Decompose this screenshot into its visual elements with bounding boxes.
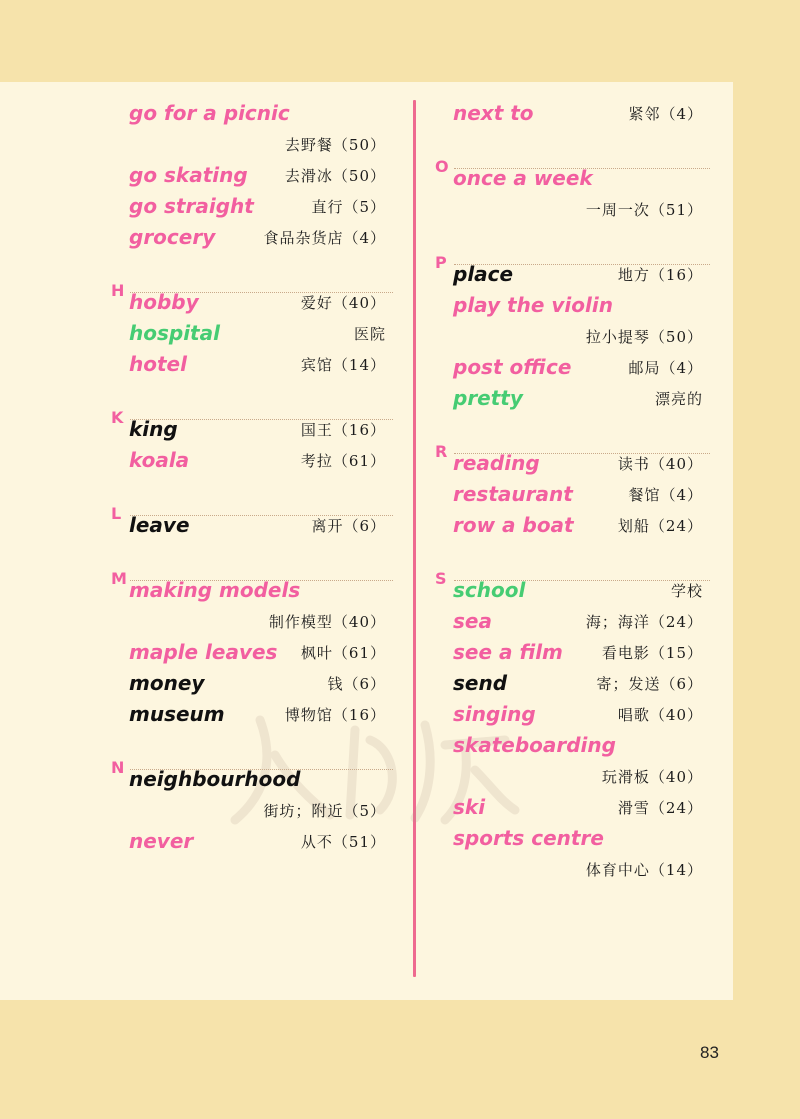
entry-meaning: 医院 bbox=[353, 325, 386, 343]
glossary-entry bbox=[432, 639, 710, 667]
column-divider bbox=[413, 100, 416, 977]
entry-meaning: 博物馆（16） bbox=[284, 706, 386, 724]
glossary-entry bbox=[432, 354, 710, 382]
entry-word: play the violin bbox=[453, 293, 613, 317]
glossary-entry bbox=[108, 320, 393, 348]
glossary-entry bbox=[432, 165, 710, 193]
glossary-entry bbox=[108, 447, 393, 475]
glossary-entry bbox=[108, 639, 393, 667]
entry-word: hobby bbox=[129, 290, 199, 314]
glossary-entry bbox=[108, 701, 393, 729]
glossary-entry bbox=[108, 100, 393, 128]
entry-meaning-line bbox=[432, 763, 710, 791]
entry-meaning: 玩滑板（40） bbox=[601, 768, 703, 786]
entry-meaning: 去野餐（50） bbox=[284, 136, 386, 154]
entry-meaning: 唱歌（40） bbox=[617, 706, 703, 724]
entry-meaning-line bbox=[432, 196, 710, 224]
entry-meaning: 直行（5） bbox=[311, 198, 386, 216]
glossary-entry bbox=[432, 292, 710, 320]
glossary-entry bbox=[432, 100, 710, 128]
entry-word: maple leaves bbox=[129, 640, 278, 664]
section-letter: K bbox=[111, 408, 124, 427]
entry-word: send bbox=[453, 671, 508, 695]
entry-meaning: 海；海洋（24） bbox=[585, 613, 703, 631]
entry-meaning: 邮局（4） bbox=[628, 359, 703, 377]
entry-meaning: 读书（40） bbox=[617, 455, 703, 473]
entry-meaning: 街坊；附近（5） bbox=[263, 802, 386, 820]
entry-word: row a boat bbox=[453, 513, 574, 537]
glossary-entry bbox=[108, 193, 393, 221]
glossary-entry bbox=[432, 512, 710, 540]
entry-meaning: 一周一次（51） bbox=[585, 201, 703, 219]
entry-word: singing bbox=[453, 702, 536, 726]
entry-meaning: 学校 bbox=[670, 582, 703, 600]
glossary-entry bbox=[108, 766, 393, 794]
entry-word: koala bbox=[129, 448, 190, 472]
entry-meaning: 去滑冰（50） bbox=[284, 167, 386, 185]
glossary-entry bbox=[108, 828, 393, 856]
glossary-entry bbox=[432, 481, 710, 509]
entry-meaning: 看电影（15） bbox=[601, 644, 703, 662]
entry-meaning: 离开（6） bbox=[311, 517, 386, 535]
entry-meaning: 地方（16） bbox=[617, 266, 703, 284]
entry-meaning: 爱好（40） bbox=[300, 294, 386, 312]
entry-word: never bbox=[129, 829, 194, 853]
entry-word: museum bbox=[129, 702, 225, 726]
section-letter: R bbox=[435, 442, 448, 461]
entry-meaning-line bbox=[108, 608, 393, 636]
entry-word: school bbox=[453, 578, 526, 602]
entry-word: pretty bbox=[453, 386, 523, 410]
glossary-entry bbox=[432, 701, 710, 729]
entry-word: sports centre bbox=[453, 826, 604, 850]
entry-word: sea bbox=[453, 609, 492, 633]
glossary-entry bbox=[432, 825, 710, 853]
entry-word: ski bbox=[453, 795, 486, 819]
entry-meaning: 国王（16） bbox=[300, 421, 386, 439]
entry-word: hotel bbox=[129, 352, 187, 376]
glossary-entry bbox=[108, 577, 393, 605]
entry-meaning-line bbox=[432, 856, 710, 884]
entry-meaning: 食品杂货店（4） bbox=[263, 229, 386, 247]
entry-word: skateboarding bbox=[453, 733, 616, 757]
glossary-entry bbox=[432, 670, 710, 698]
glossary-entry bbox=[108, 351, 393, 379]
entry-word: once a week bbox=[453, 166, 593, 190]
entry-meaning: 划船（24） bbox=[617, 517, 703, 535]
glossary-entry bbox=[108, 224, 393, 252]
section-letter: H bbox=[111, 281, 125, 300]
entry-word: king bbox=[129, 417, 178, 441]
section-letter: L bbox=[111, 504, 122, 523]
glossary-entry bbox=[432, 577, 710, 605]
section-letter: P bbox=[435, 253, 447, 272]
entry-word: next to bbox=[453, 101, 534, 125]
entry-meaning: 从不（51） bbox=[300, 833, 386, 851]
entry-meaning: 漂亮的 bbox=[654, 390, 703, 408]
section-letter: M bbox=[111, 569, 127, 588]
entry-word: see a film bbox=[453, 640, 563, 664]
entry-meaning-line bbox=[432, 323, 710, 351]
section-letter: O bbox=[435, 157, 449, 176]
glossary-entry bbox=[432, 608, 710, 636]
section-letter: N bbox=[111, 758, 125, 777]
glossary-entry bbox=[432, 794, 710, 822]
entry-word: leave bbox=[129, 513, 190, 537]
entry-meaning: 餐馆（4） bbox=[628, 486, 703, 504]
entry-word: grocery bbox=[129, 225, 216, 249]
glossary-entry bbox=[432, 385, 710, 413]
entry-word: making models bbox=[129, 578, 301, 602]
entry-word: go straight bbox=[129, 194, 254, 218]
entry-word: restaurant bbox=[453, 482, 573, 506]
entry-word: go skating bbox=[129, 163, 248, 187]
entry-meaning: 紧邻（4） bbox=[628, 105, 703, 123]
entry-word: post office bbox=[453, 355, 572, 379]
entry-word: reading bbox=[453, 451, 540, 475]
entry-meaning: 拉小提琴（50） bbox=[585, 328, 703, 346]
glossary-entry bbox=[432, 450, 710, 478]
entry-meaning-line bbox=[108, 797, 393, 825]
glossary-entry bbox=[108, 512, 393, 540]
glossary-entry bbox=[108, 289, 393, 317]
glossary-entry bbox=[432, 732, 710, 760]
entry-meaning: 考拉（61） bbox=[300, 452, 386, 470]
entry-meaning: 滑雪（24） bbox=[617, 799, 703, 817]
entry-word: hospital bbox=[129, 321, 220, 345]
glossary-entry bbox=[432, 261, 710, 289]
entry-word: place bbox=[453, 262, 514, 286]
entry-meaning: 枫叶（61） bbox=[300, 644, 386, 662]
entry-meaning: 宾馆（14） bbox=[300, 356, 386, 374]
entry-meaning-line bbox=[108, 131, 393, 159]
glossary-entry bbox=[108, 416, 393, 444]
entry-meaning: 寄；发送（6） bbox=[596, 675, 703, 693]
page-number: 83 bbox=[700, 1043, 719, 1062]
entry-meaning: 钱（6） bbox=[327, 675, 386, 693]
glossary-entry bbox=[108, 162, 393, 190]
entry-word: neighbourhood bbox=[129, 767, 301, 791]
entry-word: money bbox=[129, 671, 205, 695]
entry-word: go for a picnic bbox=[129, 101, 290, 125]
glossary-entry bbox=[108, 670, 393, 698]
entry-meaning: 制作模型（40） bbox=[268, 613, 386, 631]
section-letter: S bbox=[435, 569, 447, 588]
entry-meaning: 体育中心（14） bbox=[585, 861, 703, 879]
